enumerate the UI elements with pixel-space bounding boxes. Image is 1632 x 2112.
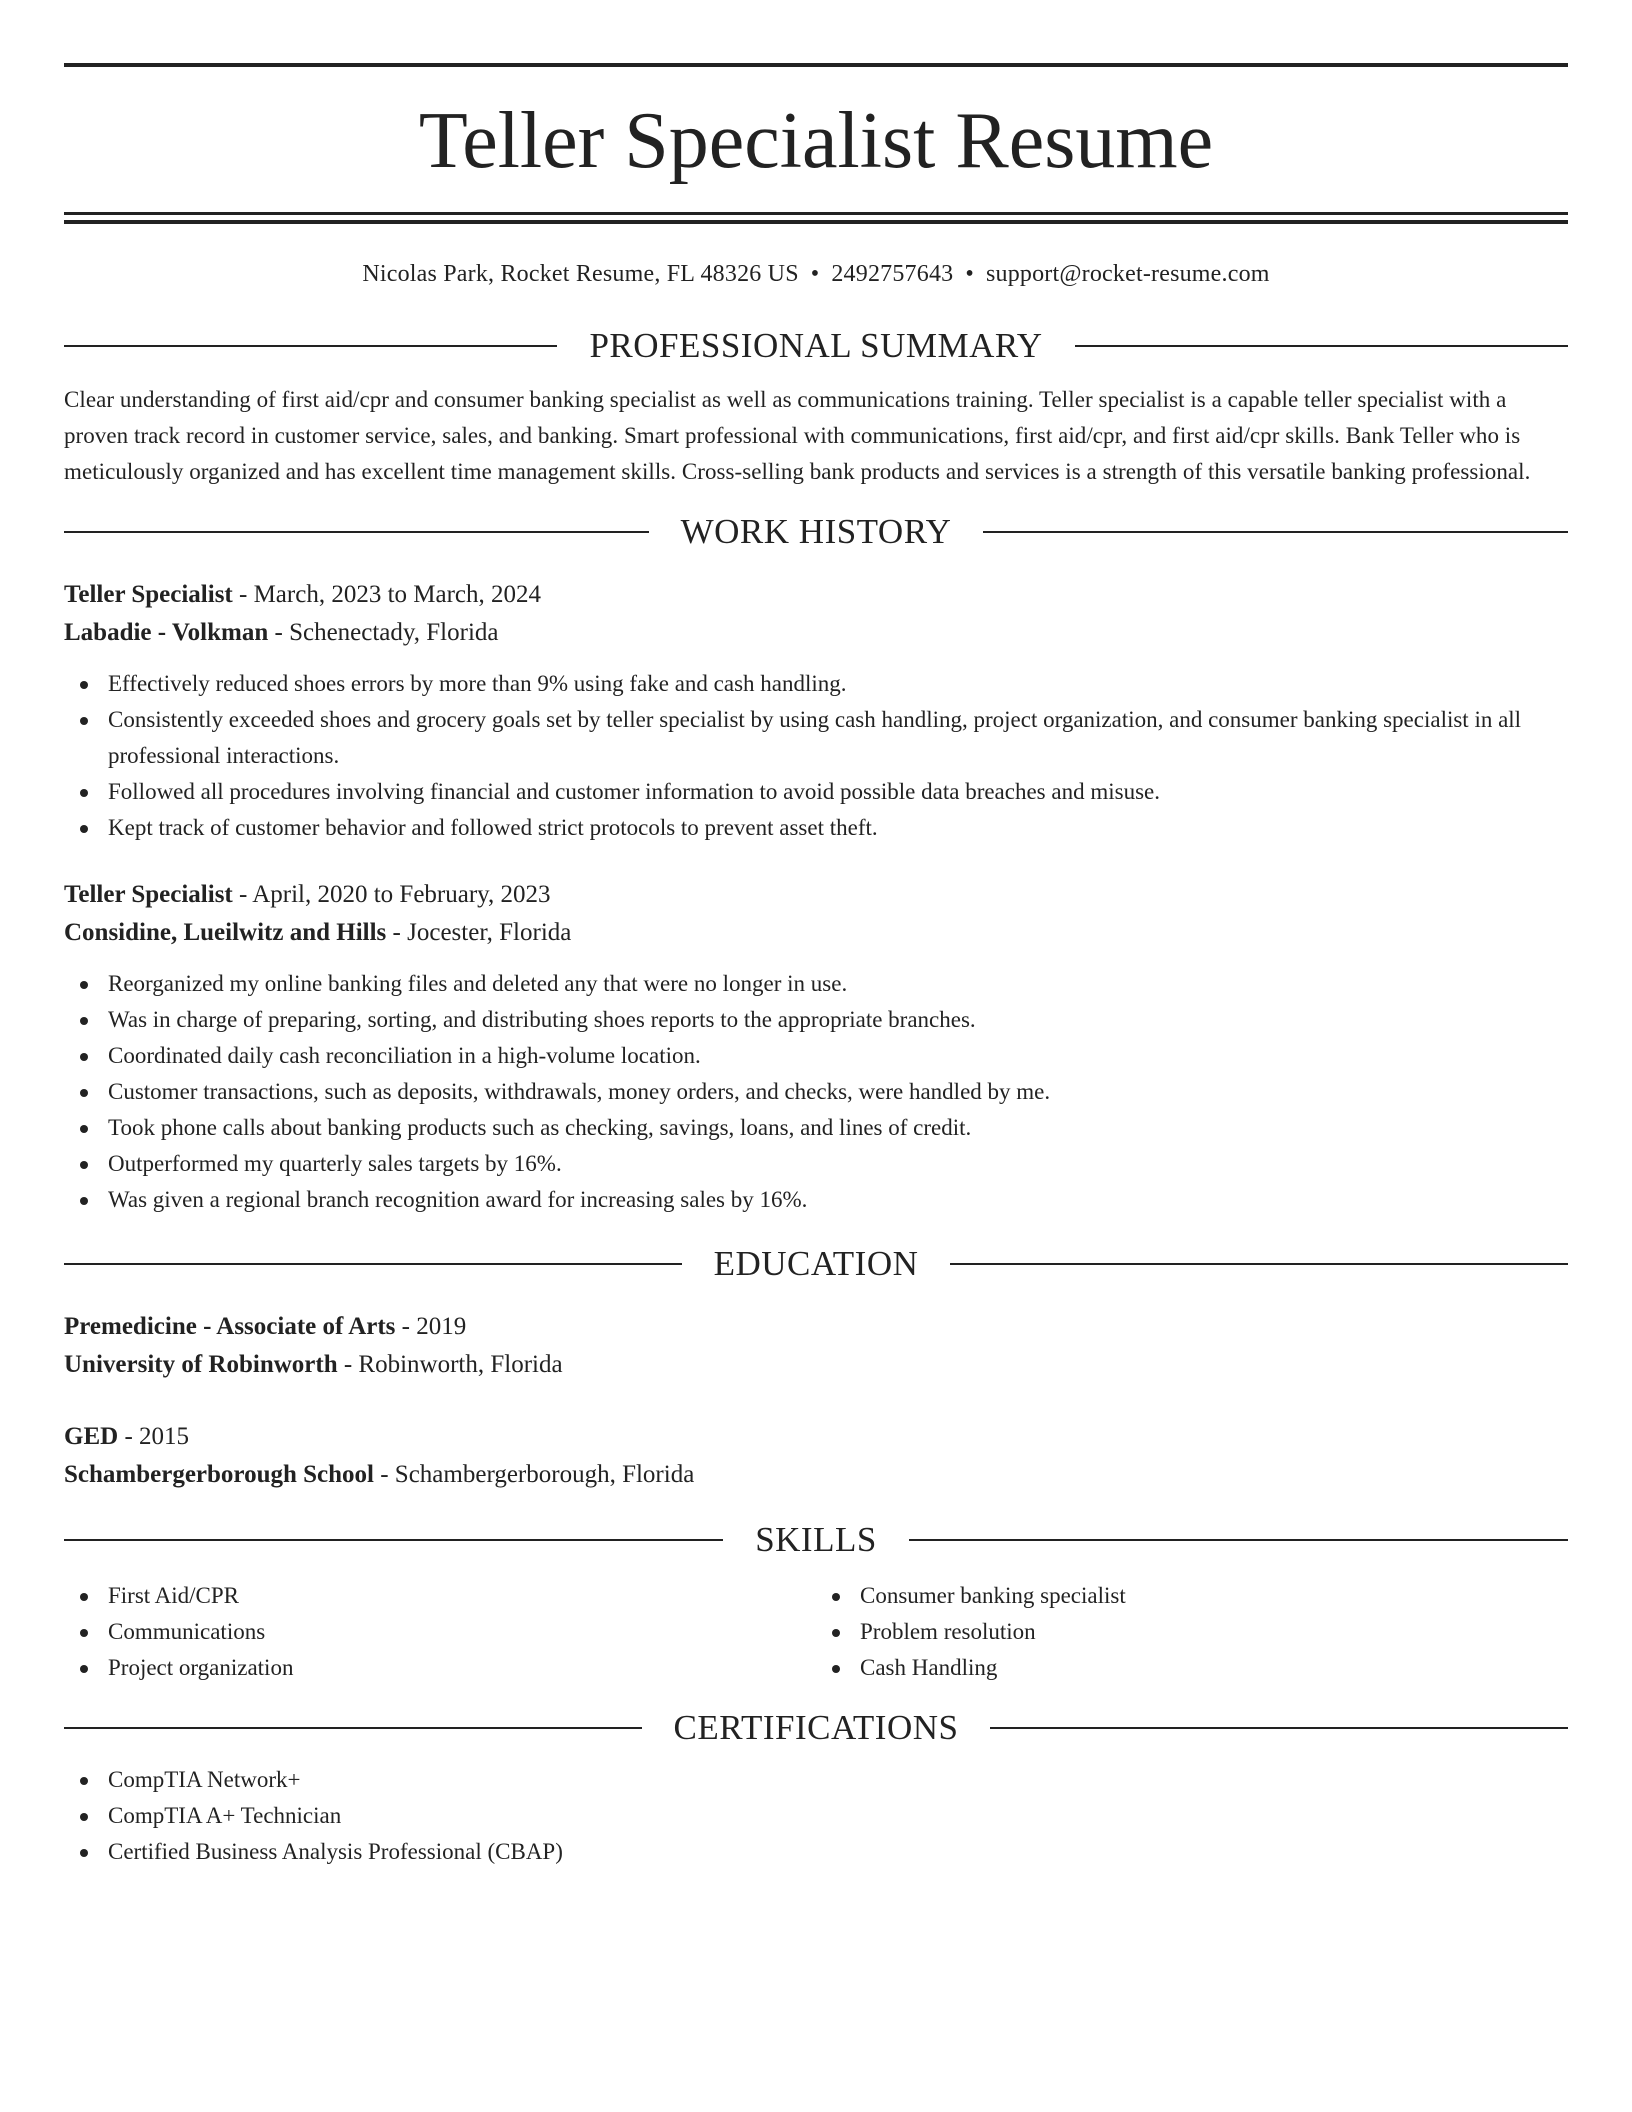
job-bullets: [64, 666, 1568, 846]
contact-address: Nicolas Park, Rocket Resume, FL 48326 US: [362, 261, 799, 287]
list-item: Effectively reduced shoes errors by more than 9% using fake and cash handling.: [64, 666, 1568, 702]
job-location: - Schenectady, Florida: [268, 619, 499, 646]
certification-item: CompTIA Network+: [64, 1762, 1568, 1798]
list-item: Was in charge of preparing, sorting, and distributing shoes reports to the appropriate branches.: [64, 1002, 1568, 1038]
certification-item: CompTIA A+ Technician: [64, 1798, 1568, 1834]
job-title: Teller Specialist: [64, 581, 233, 608]
job-location: - Jocester, Florida: [386, 919, 572, 946]
skills-column-left: [64, 1578, 816, 1686]
skill-item: First Aid/CPR: [64, 1578, 816, 1614]
contact-phone: 2492757643: [831, 261, 954, 287]
section-title: PROFESSIONAL SUMMARY: [589, 326, 1043, 365]
job-company-line: [64, 614, 1568, 652]
skill-item: Consumer banking specialist: [816, 1578, 1568, 1614]
job-entry: [64, 576, 1568, 846]
heading-rule: [909, 1539, 1568, 1541]
heading-rule: [990, 1727, 1568, 1729]
degree-year: - 2019: [395, 1313, 467, 1340]
section-heading-work: [64, 512, 1568, 552]
list-item: Outperformed my quarterly sales targets by 16%.: [64, 1146, 1568, 1182]
job-company: Considine, Lueilwitz and Hills: [64, 919, 387, 946]
section-title: CERTIFICATIONS: [673, 1708, 959, 1747]
list-item: Coordinated daily cash reconciliation in a high-volume location.: [64, 1038, 1568, 1074]
degree-line: [64, 1418, 1568, 1456]
degree: Premedicine - Associate of Arts: [64, 1313, 396, 1340]
list-item: Kept track of customer behavior and followed strict protocols to prevent asset theft.: [64, 810, 1568, 846]
job-entry: [64, 876, 1568, 1218]
resume-title: Teller Specialist Resume: [418, 97, 1214, 185]
contact-line: [64, 258, 1568, 290]
skill-item: Project organization: [64, 1650, 816, 1686]
list-item: Customer transactions, such as deposits, withdrawals, money orders, and checks, were handled by me.: [64, 1074, 1568, 1110]
school: Schambergerborough School: [64, 1461, 374, 1488]
job-title-line: [64, 576, 1568, 614]
school: University of Robinworth: [64, 1351, 338, 1378]
certifications-list: [64, 1762, 1568, 1870]
heading-rule: [64, 1539, 723, 1541]
heading-rule: [64, 1263, 682, 1265]
section-title: SKILLS: [755, 1520, 877, 1559]
job-dates: - March, 2023 to March, 2024: [232, 581, 542, 608]
contact-email: support@rocket-resume.com: [985, 261, 1270, 287]
section-heading-certifications: [64, 1708, 1568, 1748]
section-heading-skills: [64, 1520, 1568, 1560]
heading-rule: [64, 345, 557, 347]
section-heading-education: [64, 1244, 1568, 1284]
job-title: Teller Specialist: [64, 881, 233, 908]
school-line: [64, 1346, 1568, 1384]
list-item: Consistently exceeded shoes and grocery goals set by teller specialist by using cash handling, project organization, and consumer banking specialist in all professional interactions.: [64, 702, 1568, 774]
degree-year: - 2015: [118, 1423, 190, 1450]
heading-rule: [64, 1727, 642, 1729]
list-item: Took phone calls about banking products such as checking, savings, loans, and lines of credit.: [64, 1110, 1568, 1146]
school-location: - Robinworth, Florida: [337, 1351, 563, 1378]
education-entry: [64, 1418, 1568, 1494]
skill-item: Communications: [64, 1614, 816, 1650]
degree: GED: [64, 1423, 119, 1450]
skill-item: Problem resolution: [816, 1614, 1568, 1650]
list-item: Was given a regional branch recognition award for increasing sales by 16%.: [64, 1182, 1568, 1218]
job-company: Labadie - Volkman: [64, 619, 269, 646]
job-company-line: [64, 914, 1568, 952]
school-location: - Schambergerborough, Florida: [373, 1461, 695, 1488]
heading-rule: [64, 531, 649, 533]
skills-column-right: [816, 1578, 1568, 1686]
section-title: WORK HISTORY: [680, 512, 952, 551]
degree-line: [64, 1308, 1568, 1346]
section-heading-summary: [64, 326, 1568, 366]
contact-separator: •: [965, 261, 974, 287]
job-bullets: [64, 966, 1568, 1218]
summary-text: Clear understanding of first aid/cpr and consumer banking specialist as well as communications training. Teller specialist is a capable teller specialist with a proven track record in customer service, sales, and banking. Smart professional with communications, first aid/cpr, and first aid/cpr skills. Bank Teller who is meticulously organized and has excellent time management skills. Cross-selling bank products and services is a strength of this versatile banking professional.: [64, 387, 1531, 484]
contact-separator: •: [810, 261, 820, 287]
list-item: Followed all procedures involving financial and customer information to avoid possible data breaches and misuse.: [64, 774, 1568, 810]
job-title-line: [64, 876, 1568, 914]
heading-rule: [1075, 345, 1568, 347]
school-line: [64, 1456, 1568, 1494]
heading-rule: [950, 1263, 1568, 1265]
list-item: Reorganized my online banking files and deleted any that were no longer in use.: [64, 966, 1568, 1002]
double-rule: [64, 212, 1568, 224]
skills-grid: [64, 1578, 1568, 1686]
certification-item: Certified Business Analysis Professional (CBAP): [64, 1834, 1568, 1870]
job-dates: - April, 2020 to February, 2023: [232, 881, 551, 908]
skill-item: Cash Handling: [816, 1650, 1568, 1686]
education-entry: [64, 1308, 1568, 1384]
section-title: EDUCATION: [713, 1244, 919, 1283]
heading-rule: [983, 531, 1568, 533]
